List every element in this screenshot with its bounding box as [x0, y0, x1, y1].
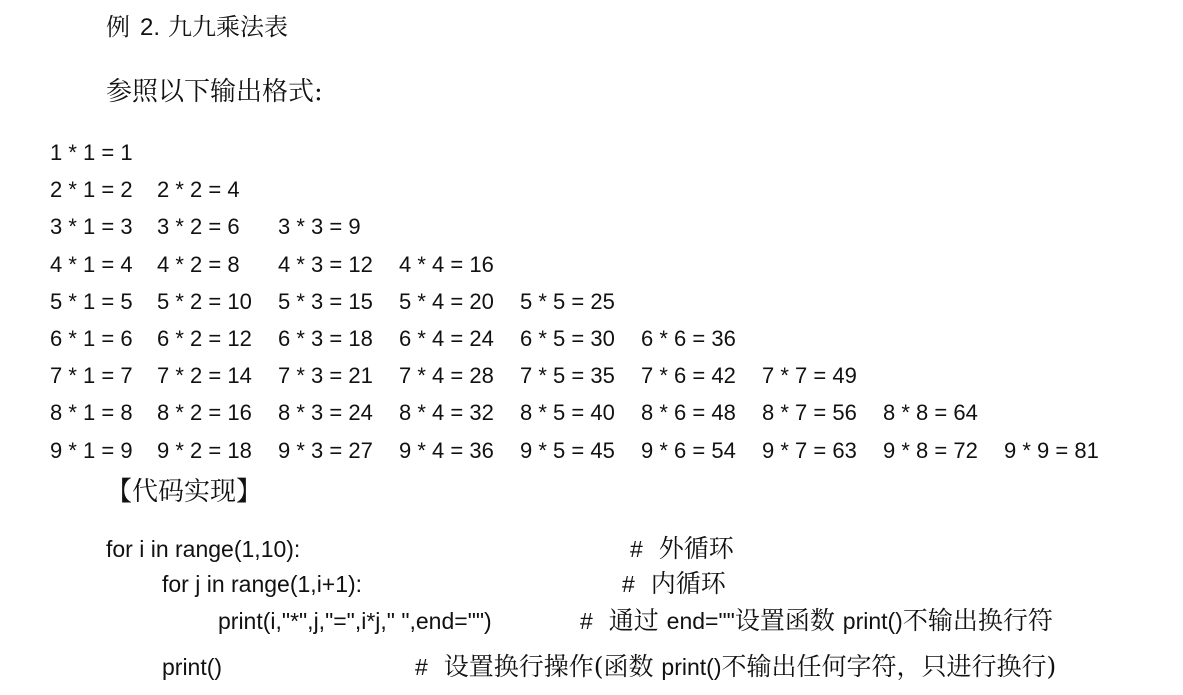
comment-hash: # [415, 654, 428, 680]
table-cell: 7 * 7 = 49 [762, 363, 857, 389]
comment-hash: # [630, 536, 643, 562]
table-cell: 9 * 8 = 72 [883, 437, 978, 463]
table-cell: 5 * 1 = 5 [50, 288, 133, 314]
comment-inner-loop [622, 567, 726, 601]
comment-text: 设置换行操作(函数 [443, 652, 654, 681]
table-row [50, 171, 1150, 208]
table-cell: 7 * 3 = 21 [278, 363, 373, 389]
table-cell: 7 * 1 = 7 [50, 363, 133, 389]
table-cell: 4 * 3 = 12 [278, 251, 373, 277]
example-heading [106, 10, 288, 45]
table-cell: 9 * 5 = 45 [520, 437, 615, 463]
comment-code: print() [661, 654, 722, 680]
comment-text: 设置函数 [734, 606, 835, 635]
table-cell: 2 * 2 = 4 [157, 177, 240, 203]
comment-print-product [580, 604, 1053, 638]
table-cell: 7 * 2 = 14 [157, 363, 252, 389]
table-cell: 9 * 9 = 81 [1004, 437, 1099, 463]
table-cell: 9 * 1 = 9 [50, 437, 133, 463]
table-cell: 8 * 6 = 48 [641, 400, 736, 426]
table-row [50, 394, 1150, 431]
table-cell: 3 * 1 = 3 [50, 214, 133, 240]
table-cell: 6 * 6 = 36 [641, 325, 736, 351]
table-cell: 8 * 5 = 40 [520, 400, 615, 426]
example-prefix: 例 [106, 13, 130, 41]
table-row [50, 432, 1150, 469]
table-cell: 4 * 4 = 16 [399, 251, 494, 277]
code-line-print-newline: print() [162, 654, 223, 680]
table-cell: 2 * 1 = 2 [50, 177, 133, 203]
table-cell: 8 * 3 = 24 [278, 400, 373, 426]
table-cell: 8 * 8 = 64 [883, 400, 978, 426]
table-cell: 3 * 3 = 9 [278, 214, 361, 240]
table-row [50, 357, 1150, 394]
section-title: 【代码实现】 [106, 477, 263, 507]
table-cell: 8 * 4 = 32 [399, 400, 494, 426]
table-cell: 7 * 4 = 28 [399, 363, 494, 389]
table-cell: 9 * 6 = 54 [641, 437, 736, 463]
table-row [50, 283, 1150, 320]
code-line-inner-loop: for j in range(1,i+1): [162, 571, 363, 597]
table-cell: 5 * 5 = 25 [520, 288, 615, 314]
table-cell: 6 * 1 = 6 [50, 325, 133, 351]
table-cell: 5 * 2 = 10 [157, 288, 252, 314]
table-cell: 4 * 2 = 8 [157, 251, 240, 277]
table-cell: 6 * 4 = 24 [399, 325, 494, 351]
table-row [50, 320, 1150, 357]
comment-text: 不输出换行符 [902, 606, 1053, 635]
table-row [50, 134, 1150, 171]
table-cell: 7 * 6 = 42 [641, 363, 736, 389]
table-cell: 9 * 4 = 36 [399, 437, 494, 463]
table-row [50, 208, 1150, 245]
table-cell: 6 * 3 = 18 [278, 325, 373, 351]
comment-code: print() [842, 608, 903, 634]
table-cell: 8 * 1 = 8 [50, 400, 133, 426]
comment-print-newline [415, 650, 1056, 684]
code-line-print-product: print(i,"*",j,"=",i*j," ",end="") [218, 608, 492, 634]
table-cell: 9 * 7 = 63 [762, 437, 857, 463]
comment-text: 外循环 [658, 534, 734, 563]
comment-text: 不输出任何字符，只进行换行) [721, 652, 1057, 681]
comment-hash: # [580, 608, 593, 634]
table-cell: 9 * 2 = 18 [157, 437, 252, 463]
table-cell: 5 * 4 = 20 [399, 288, 494, 314]
table-row [50, 246, 1150, 283]
table-cell: 6 * 2 = 12 [157, 325, 252, 351]
intro-text: 参照以下输出格式: [106, 77, 323, 107]
table-cell: 8 * 2 = 16 [157, 400, 252, 426]
multiplication-table [50, 134, 1150, 469]
table-cell: 3 * 2 = 6 [157, 214, 240, 240]
table-cell: 9 * 3 = 27 [278, 437, 373, 463]
code-line-outer-loop: for i in range(1,10): [106, 536, 301, 562]
table-cell: 7 * 5 = 35 [520, 363, 615, 389]
comment-hash: # [622, 571, 635, 597]
comment-text: 通过 [608, 606, 659, 635]
table-cell: 4 * 1 = 4 [50, 251, 133, 277]
comment-text: 内循环 [650, 569, 726, 598]
example-title: 九九乘法表 [168, 13, 289, 41]
comment-outer-loop [630, 532, 734, 566]
example-number: 2. [140, 14, 161, 41]
table-cell: 1 * 1 = 1 [50, 140, 133, 165]
comment-code: end="" [666, 608, 735, 634]
table-cell: 8 * 7 = 56 [762, 400, 857, 426]
table-cell: 5 * 3 = 15 [278, 288, 373, 314]
table-cell: 6 * 5 = 30 [520, 325, 615, 351]
